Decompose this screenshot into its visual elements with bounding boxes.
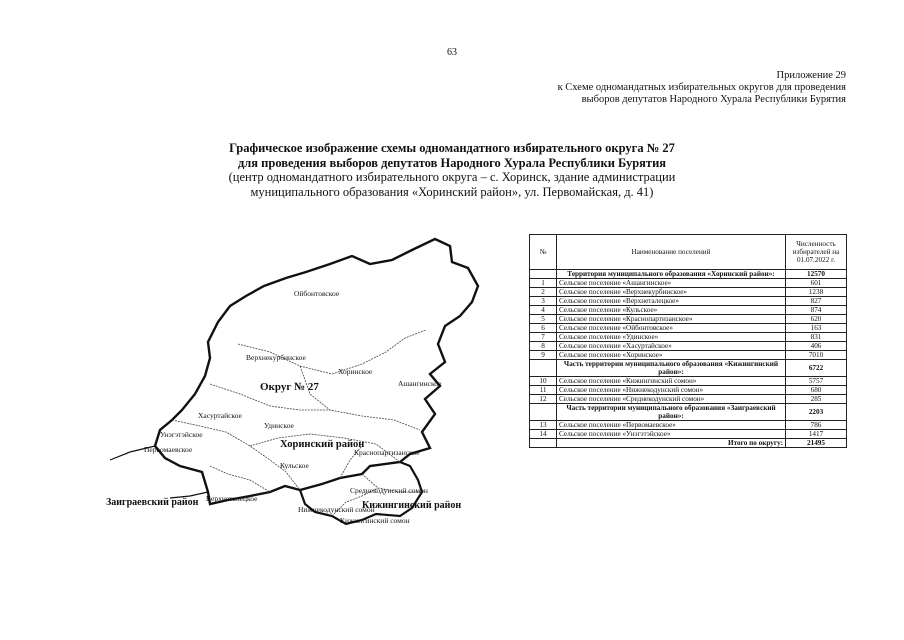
district-boundary [155,239,478,504]
row-voter-count: 827 [786,297,847,306]
row-number: 12 [530,395,557,404]
table-row [530,377,847,386]
document-title [0,141,904,199]
label-verkhnekurbinskoe: Верхнекурбинское [246,353,306,362]
label-khorinskoe: Хоринское [338,367,373,376]
section-total: 2203 [786,404,847,421]
row-voter-count: 1238 [786,288,847,297]
row-number: 3 [530,297,557,306]
label-khasurtaiskoe: Хасуртайское [198,411,242,420]
row-settlement-name: Сельское поселение «Среднекодунский сомон» [557,395,786,404]
table-row [530,279,847,288]
row-settlement-name: Сельское поселение «Хоринское» [557,351,786,360]
row-settlement-name: Сельское поселение «Первомаевское» [557,421,786,430]
row-settlement-name: Сельское поселение «Верхнеталецкое» [557,297,786,306]
row-voter-count: 285 [786,395,847,404]
table-row [530,324,847,333]
row-voter-count: 620 [786,315,847,324]
table-row [530,351,847,360]
section-num-cell [530,270,557,279]
label-ashanginskoe: Ашангинское [398,379,442,388]
header-name: Наименование поселений [557,235,786,270]
district-map [100,234,520,534]
grand-total-label: Итого по округу: [557,439,786,448]
header-num: № [530,235,557,270]
table-body [530,270,847,448]
row-number: 14 [530,430,557,439]
voters-table [529,234,847,448]
total-num-cell [530,439,557,448]
table-row [530,395,847,404]
label-okrug: Округ № 27 [260,381,319,393]
label-nizhnekodunsky: Нижнекодунский сомон [298,505,375,514]
section-title: Часть территории муниципального образования «Кижингинский район»: [557,360,786,377]
row-settlement-name: Сельское поселение «Унэгэтэйское» [557,430,786,439]
row-settlement-name: Сельское поселение «Кульское» [557,306,786,315]
appendix-note [558,70,846,106]
table-row [530,315,847,324]
header-count: Численность избирателей на 01.07.2022 г. [786,235,847,270]
section-num-cell [530,360,557,377]
row-settlement-name: Сельское поселение «Ойбонтовское» [557,324,786,333]
grand-total-value: 21495 [786,439,847,448]
label-uneguteiskoe: Унэгэтэйское [160,430,203,439]
row-voter-count: 601 [786,279,847,288]
row-number: 6 [530,324,557,333]
title-line-4: муниципального образования «Хоринский район», ул. Первомайская, д. 41) [250,184,654,199]
row-voter-count: 7010 [786,351,847,360]
table-row [530,430,847,439]
table-section-row [530,404,847,421]
label-khorinsky-raion: Хоринский район [280,439,365,450]
table-row [530,306,847,315]
row-settlement-name: Сельское поселение «Верхнекурбинское» [557,288,786,297]
table-row [530,288,847,297]
table-section-row [530,270,847,279]
label-oibontovskoe: Ойбонтовское [294,289,340,298]
row-number: 13 [530,421,557,430]
row-settlement-name: Сельское поселение «Ашангинское» [557,279,786,288]
row-number: 7 [530,333,557,342]
row-number: 9 [530,351,557,360]
table-header-row [530,235,847,270]
label-verkhnetalet: Верхнеталецкое [206,494,258,503]
label-udinskoe: Удинское [264,421,294,430]
page-number: 63 [447,47,457,58]
section-title: Часть территории муниципального образования «Заиграевский район»: [557,404,786,421]
row-voter-count: 874 [786,306,847,315]
row-number: 4 [530,306,557,315]
table-row [530,333,847,342]
section-title: Территория муниципального образования «Хоринский район»: [557,270,786,279]
appendix-line-1: Приложение 29 [776,70,846,81]
appendix-line-2: к Схеме одномандатных избирательных округов для проведения [557,82,846,93]
section-num-cell [530,404,557,421]
appendix-line-3: выборов депутатов Народного Хурала Республики Бурятия [581,94,846,105]
label-pervomaevskoe: Первомаевское [144,445,193,454]
title-line-1: Графическое изображение схемы одномандатного избирательного округа № 27 [229,141,675,155]
section-total: 6722 [786,360,847,377]
section-total: 12570 [786,270,847,279]
row-voter-count: 786 [786,421,847,430]
row-voter-count: 831 [786,333,847,342]
table-row [530,342,847,351]
row-number: 10 [530,377,557,386]
row-settlement-name: Сельское поселение «Кижингинский сомон» [557,377,786,386]
row-voter-count: 680 [786,386,847,395]
table-row [530,421,847,430]
row-voter-count: 5757 [786,377,847,386]
row-voter-count: 1417 [786,430,847,439]
row-settlement-name: Сельское поселение «Краснопартизанское» [557,315,786,324]
table-row [530,386,847,395]
title-line-3: (центр одномандатного избирательного округа – с. Хоринск, здание администрации [228,170,676,184]
row-number: 11 [530,386,557,395]
row-voter-count: 406 [786,342,847,351]
row-settlement-name: Сельское поселение «Хасуртайское» [557,342,786,351]
row-number: 2 [530,288,557,297]
label-srednekodunsky: Среднекодунский сомон [350,486,428,495]
title-line-2: для проведения выборов депутатов Народного Хурала Республики Бурятия [237,155,667,170]
label-kizhinginsky-raion: Кижингинский район [362,500,462,511]
row-number: 8 [530,342,557,351]
row-settlement-name: Сельское поселение «Удинское» [557,333,786,342]
row-number: 1 [530,279,557,288]
label-kizhinginsky-somon: Кижингинский сомон [340,516,410,525]
table-section-row [530,360,847,377]
row-number: 5 [530,315,557,324]
row-settlement-name: Сельское поселение «Нижнекодунский сомон» [557,386,786,395]
row-voter-count: 163 [786,324,847,333]
table-total-row [530,439,847,448]
label-zaigraevsky-raion: Заиграевский район [106,497,199,508]
label-kulskoe: Кульское [280,461,309,470]
label-krasnopartizanskoe: Краснопартизанское [354,448,420,457]
table-row [530,297,847,306]
